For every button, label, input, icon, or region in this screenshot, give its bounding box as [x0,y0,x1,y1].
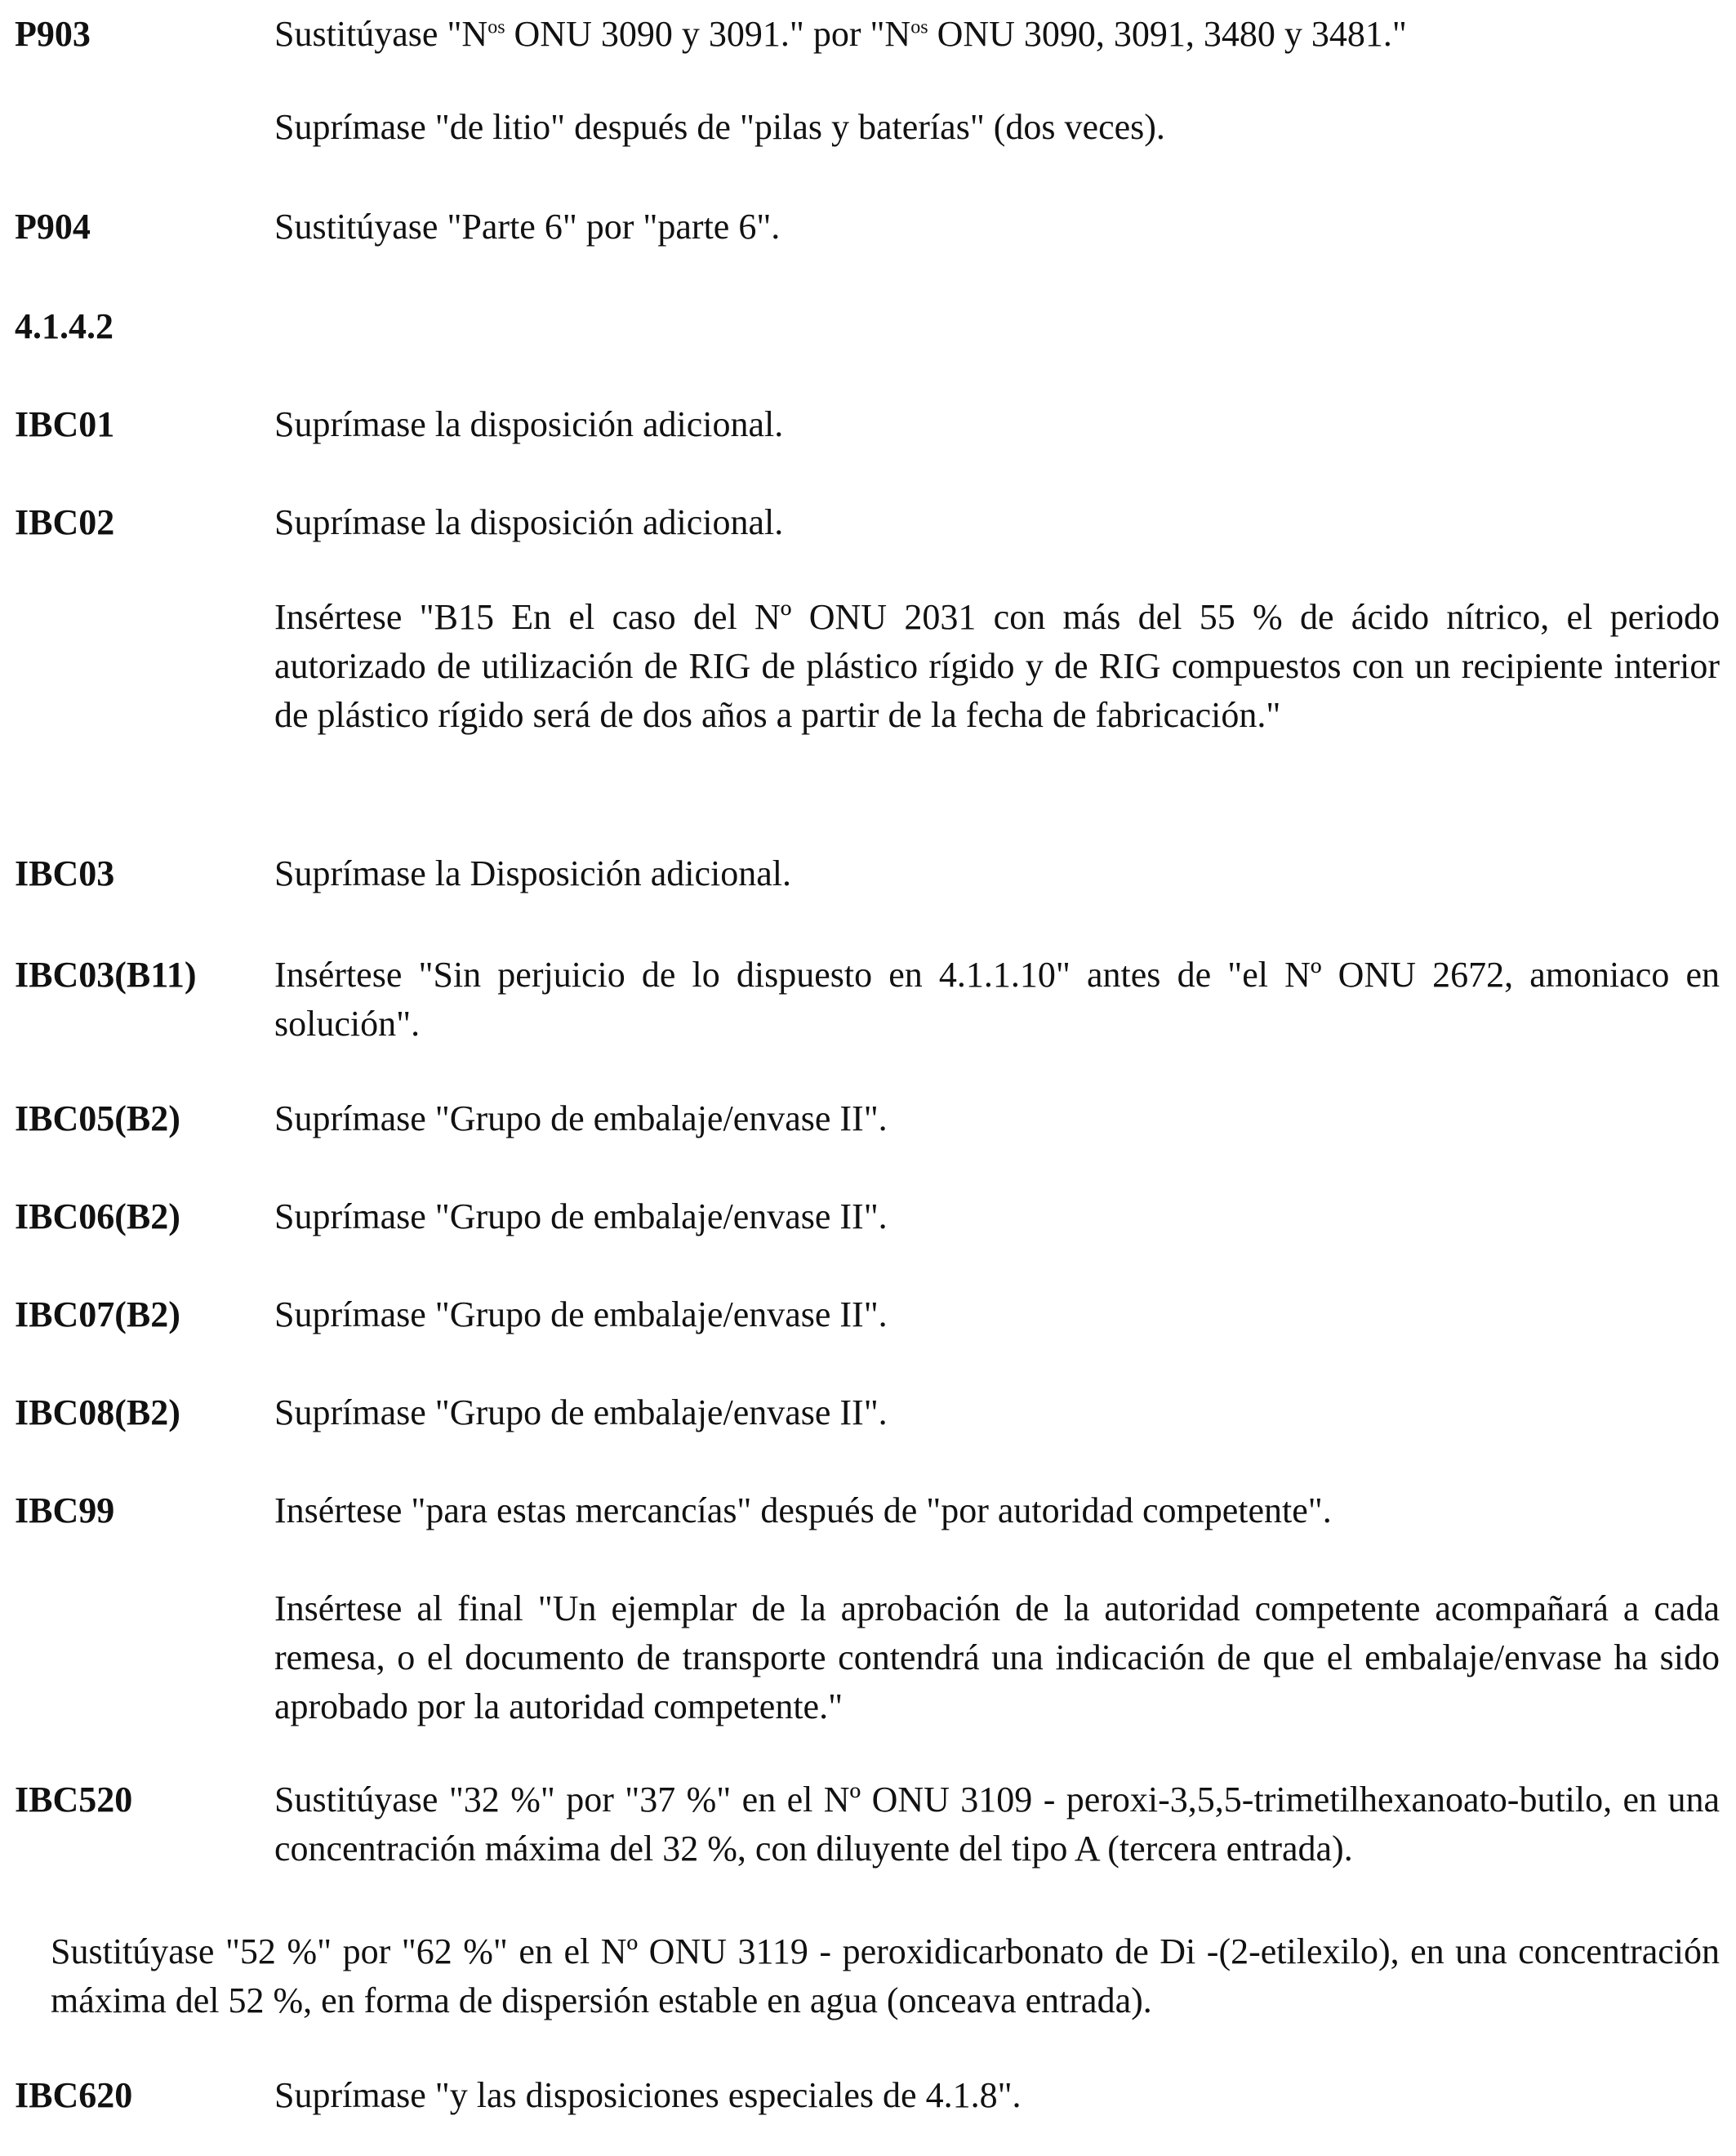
entry-text-ibc520: Sustitúyase "32 %" por "37 %" en el Nº ONU 3109 - peroxi-3,5,5-trimetilhexanoato-butilo, en una concentración máxima del 32 %, con diluyente del tipo A (tercera entrada). [274,1780,1720,1869]
entry-text-p903-line2: Suprímase "de litio" después de "pilas y baterías" (dos veces). [274,107,1165,147]
entry-code-ibc99: IBC99 [15,1490,115,1530]
entry-text-ibc99-insert: Insértese al final "Un ejemplar de la aprobación de la autoridad competente acompañará a cada remesa, o el documento de transporte contendrá una indicación de que el embalaje/envase ha sido aprobado por la autoridad competente." [274,1588,1720,1726]
entry-code-ibc07-b2: IBC07(B2) [15,1294,180,1334]
entry-text-ibc01: Suprímase la disposición adicional. [274,404,784,444]
entry-code-ibc03-b11: IBC03(B11) [15,955,197,995]
entry-text-ibc06-b2: Suprímase "Grupo de embalaje/envase II". [274,1196,888,1236]
entry-code-ibc520: IBC520 [15,1780,133,1820]
entry-code-p904: P904 [15,207,91,247]
text-segment: Sustitúyase "N [274,14,488,54]
entry-text-ibc520-second: Sustitúyase "52 %" por "62 %" en el Nº ONU 3119 - peroxidicarbonato de Di -(2-etilexilo), en una concentración máxima del 52 %, en forma de dispersión estable en agua (onceava entrada). [51,1931,1720,2020]
entry-text-ibc05-b2: Suprímase "Grupo de embalaje/envase II". [274,1098,888,1138]
entry-code-p903: P903 [15,14,91,54]
entry-text-ibc99-line1: Insértese "para estas mercancías" después de "por autoridad competente". [274,1490,1332,1530]
entry-code-ibc05-b2: IBC05(B2) [15,1098,180,1138]
entry-code-ibc620: IBC620 [15,2075,133,2115]
entry-text-ibc08-b2: Suprímase "Grupo de embalaje/envase II". [274,1392,888,1432]
entry-text-ibc02-insert: Insértese "B15 En el caso del Nº ONU 2031 con más del 55 % de ácido nítrico, el periodo autorizado de utilización de RIG de plástico rígido y de RIG compuestos con un recipiente interior de plástico rígido será de dos años a partir de la fecha de fabricación." [274,597,1720,735]
entry-text-ibc07-b2: Suprímase "Grupo de embalaje/envase II". [274,1294,888,1334]
entry-text-p903-line1 [274,10,1720,59]
entry-code-ibc01: IBC01 [15,404,115,444]
superscript-os: os [910,16,928,38]
entry-text-ibc03-b11: Insértese "Sin perjuicio de lo dispuesto en 4.1.1.10" antes de "el Nº ONU 2672, amoniaco en solución". [274,955,1720,1044]
entry-code-ibc06-b2: IBC06(B2) [15,1196,180,1236]
entry-code-ibc08-b2: IBC08(B2) [15,1392,180,1432]
entry-text-ibc620: Suprímase "y las disposiciones especiales de 4.1.8". [274,2075,1022,2115]
entry-text-p904: Sustitúyase "Parte 6" por "parte 6". [274,207,781,247]
entry-text-ibc03: Suprímase la Disposición adicional. [274,853,791,893]
text-segment: ONU 3090, 3091, 3480 y 3481." [928,14,1407,54]
text-segment: ONU 3090 y 3091." por "N [505,14,911,54]
entry-code-ibc02: IBC02 [15,502,115,542]
superscript-os: os [487,16,505,38]
entry-text-ibc02-line1: Suprímase la disposición adicional. [274,502,784,542]
entry-code-ibc03: IBC03 [15,853,115,893]
section-number: 4.1.4.2 [15,306,114,346]
